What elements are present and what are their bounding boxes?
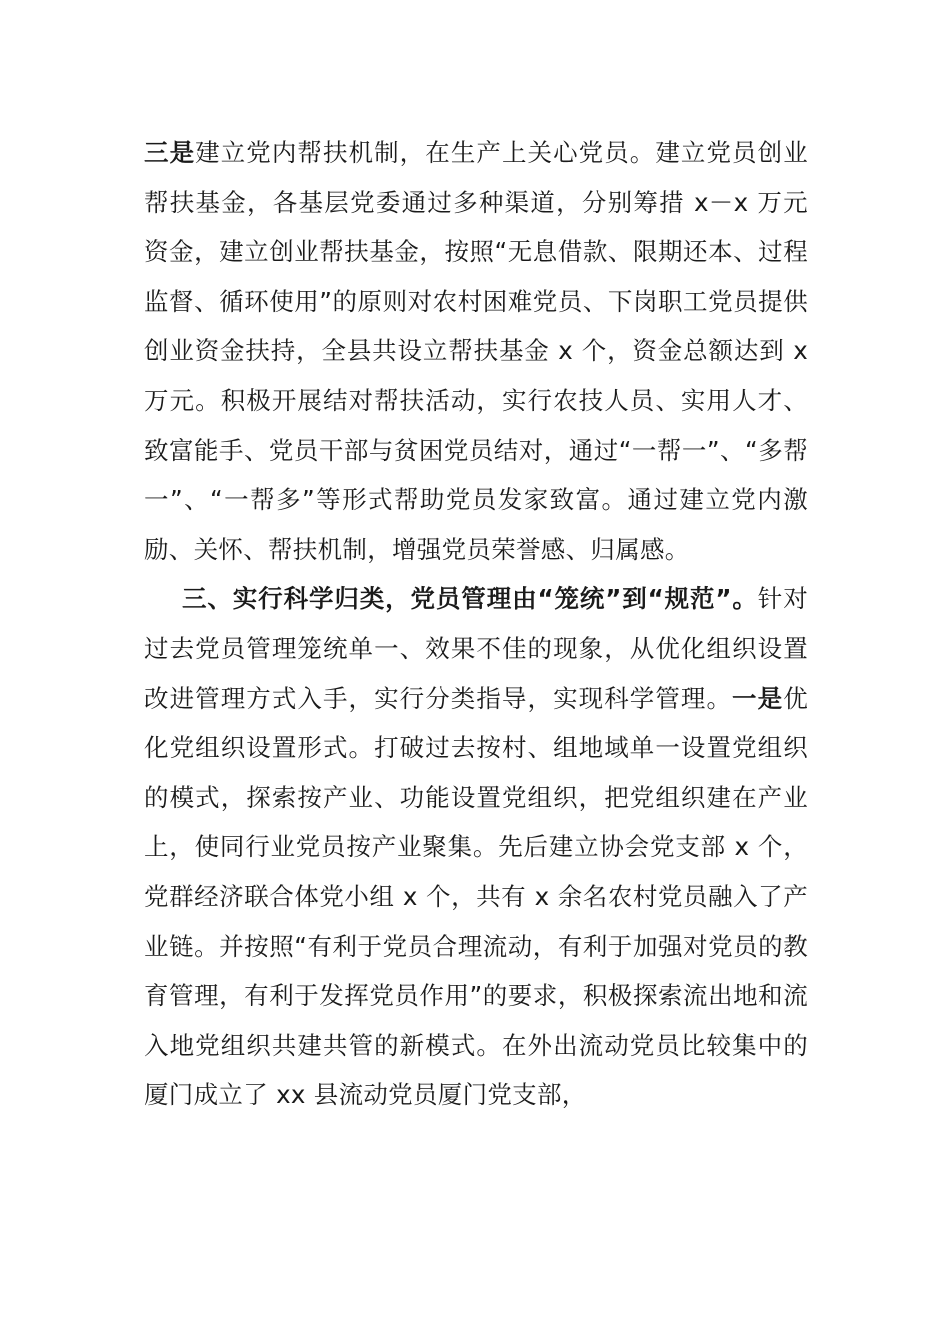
paragraph-party-assistance [144, 128, 808, 574]
paragraph-body: 优化党组织设置形式。打破过去按村、组地域单一设置党组织的模式，探索按产业、功能设置党组织，把党组织建在产业上，使同行业党员按产业聚集。先后建立协会党支部 x 个，党群经济联合体党小组 x 个，共有 x 余名农村党员融入了产业链。并按照“有利于党员合理流动，有利于加强对党员的教育管理，有利于发挥党员作用”的要求，积极探索流出地和流入地党组织共建共管的新模式。在外出流动党员比较集中的厦门成立了 xx 县流动党员厦门党支部， [144, 683, 808, 1110]
paragraph-body: 建立党内帮扶机制，在生产上关心党员。建立党员创业帮扶基金，各基层党委通过多种渠道，分别筹措 x－x 万元资金，建立创业帮扶基金，按照“无息借款、限期还本、过程监督、循环使用”的原则对农村困难党员、下岗职工党员提供创业资金扶持，全县共设立帮扶基金 x 个，资金总额达到 x 万元。积极开展结对帮扶活动，实行农技人员、实用人才、致富能手、党员干部与贫困党员结对，通过“一帮一”、“多帮一”、“一帮多”等形式帮助党员发家致富。通过建立党内激励、关怀、帮扶机制，增强党员荣誉感、归属感。 [144, 138, 808, 564]
document-page [144, 128, 808, 1120]
section-heading: 三、实行科学归类，党员管理由“笼统”到“规范”。 [182, 584, 758, 614]
paragraph-section-three [144, 574, 808, 1120]
paragraph-lead-bold: 三是 [144, 138, 196, 167]
paragraph-lead-bold: 一是 [732, 683, 784, 713]
paragraph-body: 针对过去党员管理笼统单一、效果不佳的现象，从优化组织设置改进管理方式入手，实行分类指导，实现科学管理。 [144, 584, 808, 713]
